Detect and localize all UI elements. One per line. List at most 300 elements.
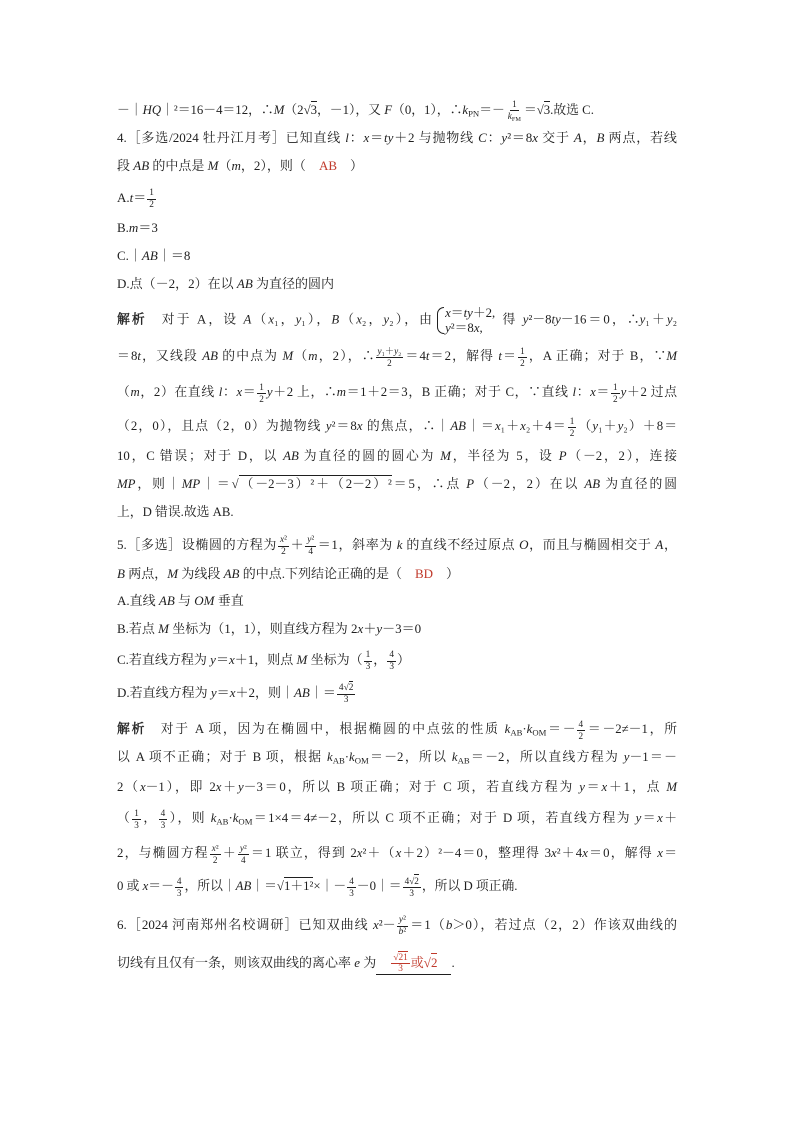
text-run: D.若直线方程为 <box>117 685 211 700</box>
fraction-denominator <box>577 731 586 741</box>
math-variable: M <box>273 103 285 117</box>
text-run: ， <box>141 811 158 825</box>
text-run: 4 <box>389 650 394 661</box>
text-run: D.点（－2，2）在以 <box>117 276 237 291</box>
text-run: ₁， <box>274 312 296 327</box>
option-line <box>117 272 677 296</box>
fraction-numerator <box>518 346 527 357</box>
text-run: 3 <box>176 887 182 898</box>
math-variable: ty <box>463 306 473 320</box>
text-run: 3 <box>343 694 349 705</box>
text-run: 两点，若线 <box>604 130 677 145</box>
text-run: 交于 <box>538 130 574 145</box>
text-run: ₁＋ <box>381 346 395 357</box>
fraction-numerator <box>397 915 408 926</box>
fraction <box>132 808 141 829</box>
text-run: 为线段 <box>178 566 224 581</box>
question-stem-line <box>117 913 677 937</box>
text-run: 2 <box>281 546 286 557</box>
text-run: ＋2 与抛物线 <box>393 130 479 145</box>
text-run: ｜＝√ <box>200 477 239 491</box>
math-variable: P <box>466 477 475 491</box>
text-run: ＋1，则点 <box>234 652 297 667</box>
text-run: 1 <box>512 99 517 110</box>
math-variable: P <box>558 449 567 463</box>
text-run: C.｜ <box>117 248 142 263</box>
math-variable: t <box>137 349 141 363</box>
text-run: 坐标为（1，1），则直线方程为 2 <box>169 621 358 636</box>
text-run: ＝√ <box>523 103 544 117</box>
math-variable: m <box>336 385 347 399</box>
math-variable: OM <box>194 593 215 608</box>
radicand <box>284 877 313 893</box>
text-run: ｜＝ <box>465 419 495 433</box>
text-run: ＋2）²－4＝0，整理得 3 <box>401 846 552 860</box>
math-variable: x <box>268 312 275 327</box>
math-variable: y <box>639 312 646 327</box>
math-variable: x <box>236 385 243 399</box>
fraction-numerator <box>305 535 316 546</box>
math-variable: y <box>617 419 624 433</box>
text-run: －｜ <box>117 103 143 117</box>
text-run: ： <box>576 385 591 399</box>
math-variable: x <box>215 780 222 794</box>
text-run: ＝ <box>595 385 611 399</box>
text-run: ²＋（ <box>362 846 396 860</box>
fraction-numerator <box>364 650 373 661</box>
fraction <box>518 346 527 367</box>
math-variable: x <box>142 879 149 893</box>
text-run: √ <box>393 952 399 963</box>
text-run: 3 <box>409 887 415 898</box>
radicand <box>414 874 419 886</box>
text-run: 为 <box>360 955 377 970</box>
text-run: 与 <box>174 593 195 608</box>
text-run: ： <box>222 385 237 399</box>
text-run: ＝－2≠－1，所 <box>586 722 677 736</box>
text-run: 3 <box>349 887 354 898</box>
answer-blank <box>376 953 451 976</box>
text-run: ＝1，斜率为 <box>317 537 397 552</box>
math-variable: x <box>494 419 501 433</box>
text-run: ，所以｜ <box>184 879 236 893</box>
text-run: ＝2，解得 <box>429 349 499 363</box>
fraction-numerator <box>347 876 356 887</box>
text-run: ²－8 <box>528 312 552 327</box>
text-run: 得 <box>497 312 523 327</box>
math-variable: y <box>237 780 244 794</box>
text-run: ₂ <box>672 312 678 327</box>
math-variable: x <box>445 306 451 320</box>
fraction-denominator <box>175 888 184 898</box>
text-run: ² <box>403 926 407 937</box>
text-run: （－2－3）²＋（2－2）² <box>238 477 392 491</box>
math-variable: F <box>384 103 393 117</box>
text-run: · <box>344 750 350 764</box>
text-run: ，而且与椭圆相交于 <box>528 537 656 552</box>
text-run: ），则 <box>168 811 211 825</box>
text-run: ，2），则（ <box>240 158 319 173</box>
answer-choice: BD <box>414 566 434 581</box>
math-variable: l <box>572 385 577 399</box>
text-run: ，2），∴ <box>317 349 375 363</box>
math-variable: x <box>657 846 663 860</box>
fraction <box>337 683 355 705</box>
text-run: 1 <box>569 416 575 427</box>
math-variable: k <box>504 722 511 736</box>
fraction <box>305 535 316 557</box>
fraction <box>506 99 523 122</box>
radicand <box>398 951 407 963</box>
math-variable: x <box>395 846 402 860</box>
text-run: ＞0），若过点（2，2）作该双曲线的 <box>452 917 677 932</box>
text-run: ＝ <box>215 652 229 667</box>
math-variable: y <box>398 915 404 926</box>
fraction <box>376 346 404 367</box>
text-run: ） <box>396 652 410 667</box>
math-variable: A <box>655 537 664 552</box>
fraction-numerator <box>577 719 586 730</box>
fraction-denominator <box>239 855 248 865</box>
math-variable: k <box>349 750 355 764</box>
fraction <box>278 535 289 557</box>
math-variable: y <box>376 621 383 636</box>
math-variable: x <box>356 846 363 860</box>
text-run: 1 <box>134 808 139 819</box>
math-variable: y <box>383 312 390 327</box>
text-run: ＝－2，所以 <box>368 750 452 764</box>
text-run: 对于 A 项，因为在椭圆中，根据椭圆的中点弦的性质 <box>146 722 505 736</box>
text-run: ＝ <box>641 811 658 825</box>
fraction <box>210 843 221 864</box>
solution-line <box>117 806 677 830</box>
math-variable: y <box>592 419 599 433</box>
text-run: 的中点是 <box>149 158 208 173</box>
text-run: ₂ <box>398 346 402 357</box>
fraction-denominator <box>342 695 351 705</box>
text-run: ，又线段 <box>140 349 203 363</box>
fraction-numerator <box>403 876 421 887</box>
fraction-denominator <box>132 820 141 830</box>
text-run: ²＝8 <box>331 419 357 433</box>
math-variable: M <box>666 349 677 363</box>
text-run: ＋ <box>289 537 305 552</box>
math-variable: M <box>158 621 170 636</box>
math-variable: b <box>398 926 404 937</box>
text-run: （ <box>577 419 593 433</box>
fraction <box>391 953 409 975</box>
math-variable: x <box>139 780 146 794</box>
text-run: ² <box>244 843 247 854</box>
text-run: 坐标为（ <box>307 652 363 667</box>
option-line <box>117 216 677 240</box>
fraction <box>397 915 408 937</box>
text-run: ＝1＋2＝3，B 正确；对于 C，∵直线 <box>346 385 573 399</box>
math-variable: O <box>519 537 529 552</box>
math-variable: HQ <box>142 103 162 117</box>
question-stem-line <box>117 533 677 557</box>
math-variable: AB <box>293 685 310 700</box>
math-variable: x <box>582 846 588 860</box>
math-variable: e <box>354 955 361 970</box>
text-run: ，则｜ <box>135 477 182 491</box>
fraction-numerator <box>611 382 620 393</box>
math-variable: AB <box>202 349 218 363</box>
text-run: ｜＝√ <box>251 879 284 893</box>
option-line <box>117 617 677 641</box>
solution-line <box>117 472 677 496</box>
math-variable: AB <box>584 477 601 491</box>
math-variable: ty <box>551 312 561 327</box>
radicand <box>349 681 354 693</box>
math-variable: x <box>657 811 663 825</box>
fraction <box>577 719 586 740</box>
text-run: ，－1），又 <box>317 103 385 117</box>
math-variable: y <box>325 419 332 433</box>
question-stem-line <box>117 126 677 150</box>
math-variable: k <box>396 537 403 552</box>
math-variable: y <box>501 130 508 145</box>
text-run: , <box>479 320 483 335</box>
math-variable: x <box>551 846 557 860</box>
text-run: ＝ <box>584 780 602 794</box>
text-run: ＝5，∴点 <box>391 477 467 491</box>
text-run: 1 <box>613 382 618 393</box>
text-run: . <box>451 955 455 970</box>
text-run: ＋2，则｜ <box>235 685 294 700</box>
fraction <box>175 876 184 897</box>
math-variable: AB <box>450 419 466 433</box>
text-run: .故选 C. <box>550 103 594 117</box>
text-run: 的中点.下列结论正确的是（ <box>239 566 415 581</box>
text-run: 为直径的圆内 <box>252 276 335 291</box>
fraction-numerator <box>257 382 266 393</box>
text-run: －0｜＝ <box>356 879 402 893</box>
text-run: 3 <box>160 819 166 830</box>
text-run: ｜＝8 <box>157 248 191 263</box>
math-variable: k <box>210 811 217 825</box>
text-run: ） <box>337 158 364 173</box>
text-run: 1 <box>149 188 154 199</box>
text-run: · <box>522 722 527 736</box>
math-variable: x <box>229 685 236 700</box>
text-run: ²＝8 <box>507 130 533 145</box>
math-variable: y <box>210 652 216 667</box>
math-variable: b <box>445 917 453 932</box>
subscript: AB <box>332 755 345 766</box>
math-variable: y <box>266 385 273 399</box>
text-run: ²－ <box>378 917 396 932</box>
text-run: 1＋1² <box>283 879 314 893</box>
math-variable: l <box>345 130 349 145</box>
fraction-denominator <box>568 428 577 438</box>
text-run: 4.［多选/2024 牡丹江月考］已知直线 <box>117 130 346 145</box>
text-run: 2 <box>259 393 264 404</box>
question-stem-line <box>117 951 677 975</box>
math-variable: y <box>445 320 451 335</box>
text-run: ，2）在直线 <box>139 385 219 399</box>
text-run: ＝ <box>133 190 147 205</box>
fraction-denominator <box>347 888 356 898</box>
text-run: ²＝8 <box>450 320 474 335</box>
text-run: ² <box>311 535 315 546</box>
text-run: 6.［2024 河南郑州名校调研］已知双曲线 <box>117 917 373 932</box>
math-variable: AB <box>223 566 240 581</box>
fraction-denominator <box>147 200 156 210</box>
solution-line <box>117 745 677 769</box>
text-run: 1 <box>365 650 371 661</box>
math-variable: M <box>296 652 308 667</box>
text-run: ＝1（ <box>409 917 446 932</box>
text-run: 2，与椭圆方程 <box>117 846 209 860</box>
text-run: ₂， <box>361 312 384 327</box>
fraction <box>159 808 168 829</box>
solution-line <box>117 380 677 404</box>
text-run: 3 <box>134 819 139 830</box>
math-variable: x <box>590 385 596 399</box>
text-run: 4 <box>308 546 314 557</box>
text-run: ＝－ <box>479 103 505 117</box>
math-variable: y <box>666 312 673 327</box>
solution-line <box>117 98 677 122</box>
radicand <box>239 475 392 491</box>
text-run: ｜＝ <box>309 685 336 700</box>
fraction-numerator <box>175 876 184 887</box>
text-run: 为直径的圆的圆心为 <box>298 449 441 463</box>
fraction-denominator <box>279 547 288 557</box>
text-run: ， <box>373 652 387 667</box>
math-variable: M <box>207 158 219 173</box>
math-variable: k <box>451 750 458 764</box>
text-run: ×｜－ <box>313 879 347 893</box>
fraction-denominator <box>518 358 527 368</box>
math-variable: k <box>507 110 512 121</box>
text-run: ＝－ <box>546 722 576 736</box>
math-variable: B <box>331 312 340 327</box>
text-run: ² <box>284 535 287 546</box>
text-run: （ <box>218 158 232 173</box>
math-variable: AB <box>236 276 253 291</box>
math-variable: t <box>129 190 134 205</box>
fraction <box>568 416 577 437</box>
math-variable: M <box>440 449 451 463</box>
text-run: ₁）， <box>301 312 332 327</box>
fraction-denominator <box>211 855 220 865</box>
text-run: ＝ <box>662 846 678 860</box>
option-line <box>117 681 677 705</box>
text-run: 3 <box>398 964 403 975</box>
text-run: ，所以 D 项正确. <box>421 879 518 893</box>
math-variable: y <box>635 811 642 825</box>
fraction-numerator <box>387 650 396 661</box>
question-stem-line <box>117 154 677 178</box>
text-run: 1 <box>520 346 525 357</box>
solution-line <box>117 306 678 335</box>
solution-line <box>117 841 677 865</box>
text-run: 上，D 错误.故选 AB. <box>117 505 234 519</box>
text-run: ₁＋ <box>500 419 521 433</box>
solution-line <box>117 874 677 898</box>
math-variable: k <box>327 750 333 764</box>
fraction-denominator <box>159 820 168 830</box>
text-run: ＋ <box>221 846 237 860</box>
text-run: ， <box>663 537 677 552</box>
text-run: 3 <box>365 661 371 672</box>
subscript: OM <box>354 755 369 766</box>
text-run: 3 <box>543 103 551 117</box>
math-variable: t <box>425 349 430 363</box>
text-run: 2（ <box>117 780 140 794</box>
text-run: ₂＋4＝ <box>525 419 567 433</box>
text-run: 2 <box>569 427 575 438</box>
text-run: ＝ <box>242 385 257 399</box>
text-run: ， <box>581 130 597 145</box>
math-variable: m <box>308 349 318 363</box>
text-run: 4 <box>160 808 166 819</box>
text-run: 3 <box>310 103 317 117</box>
text-run: 切线有且仅有一条，则该双曲线的离心率 <box>117 955 355 970</box>
option-line <box>117 648 677 672</box>
text-run: （2√ <box>284 103 311 117</box>
text-run: ＝1×4＝4≠－2，所以 C 项不正确；对于 D 项，若直线方程为 <box>252 811 636 825</box>
solution-label: 解析 <box>117 722 147 736</box>
fraction-denominator <box>387 662 396 672</box>
fraction <box>257 382 266 403</box>
subscript: FM <box>511 115 521 123</box>
math-variable: A <box>573 130 582 145</box>
text-run: 以 A 项不正确；对于 B 项，根据 <box>117 750 327 764</box>
text-run: ＋1，点 <box>607 780 667 794</box>
answer-choice: AB <box>318 158 337 173</box>
fraction-numerator <box>210 843 221 854</box>
text-run: ，A 正确；对于 B，∵ <box>527 349 667 363</box>
text-run: （ <box>293 349 309 363</box>
math-variable: m <box>130 385 140 399</box>
math-variable: x <box>601 780 608 794</box>
solution-line <box>117 500 677 524</box>
fraction-denominator <box>407 888 416 898</box>
math-variable: M <box>282 349 294 363</box>
text-run: ² <box>215 843 219 854</box>
text-run: ： <box>348 130 364 145</box>
text-run: （－2，2）在以 <box>474 477 585 491</box>
option-line <box>117 186 677 210</box>
text-run: 4 <box>578 719 584 730</box>
text-run: 或√ <box>410 954 431 970</box>
math-variable: y <box>522 312 529 327</box>
text-run: 10，C 错误；对于 D，以 <box>117 449 284 463</box>
text-run: 2 <box>149 199 154 210</box>
text-run: 4 <box>349 876 354 887</box>
text-run: （ <box>339 312 357 327</box>
fraction-numerator <box>376 346 404 357</box>
text-run: ＝－ <box>148 879 174 893</box>
text-run: －16＝0，∴ <box>560 312 640 327</box>
fraction-numerator <box>147 188 156 199</box>
text-run: （2，0），且点（2，0）为抛物线 <box>117 419 326 433</box>
math-variable: y <box>620 385 627 399</box>
fraction-numerator <box>238 843 249 854</box>
text-run: 的中点为 <box>217 349 283 363</box>
text-run: －1＝－ <box>629 750 677 764</box>
text-run: 2 <box>212 854 218 865</box>
solution-label: 解析 <box>117 312 147 327</box>
text-run: 对于 A，设 <box>146 312 244 327</box>
text-run: 4√ <box>404 876 415 887</box>
math-variable: y <box>377 346 382 357</box>
fraction-denominator <box>397 927 408 937</box>
text-run: （ <box>117 385 131 399</box>
